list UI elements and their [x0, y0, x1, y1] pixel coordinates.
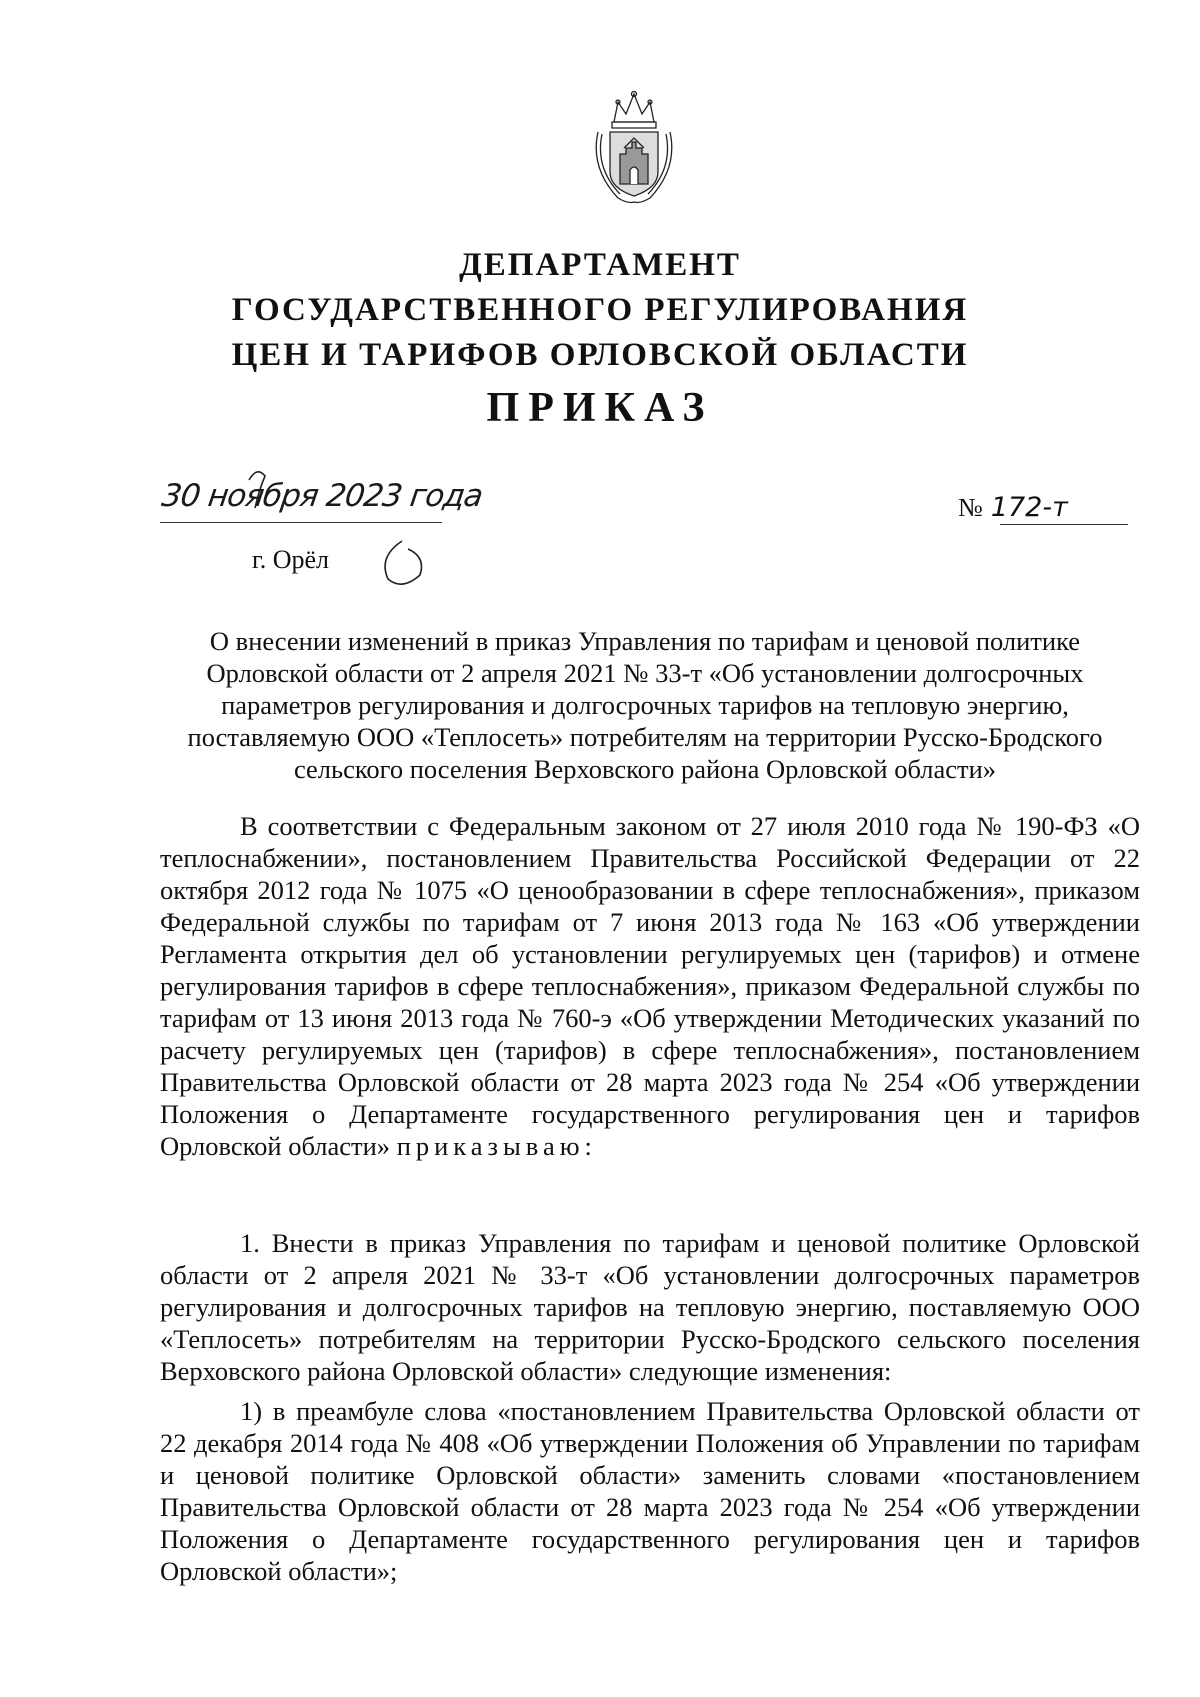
date-underline: [160, 522, 442, 523]
item-1-subitem-1-paragraph: 1) в преамбуле слова «постановлением Правительства Орловской области от 22 декабря 2014 года № 408 «Об утверждении Положения об Управлении по тарифам и ценовой политике Орловской области» заменить словами «постановлением Правительства Орловской области от 28 марта 2023 года № 254 «Об утверждении Положения о Департаменте государственного регулирования цен и тарифов Орловской области»;: [160, 1396, 1140, 1586]
order-date: 30 ноября 2023 года: [159, 478, 485, 514]
number-label: №: [958, 493, 983, 522]
department-line: ЦЕН И ТАРИФОВ ОРЛОВСКОЙ ОБЛАСТИ: [231, 337, 969, 373]
document-subject: О внесении изменений в приказ Управления по тарифам и ценовой политике Орловской области от 2 апреля 2021 № 33-т «Об установлении долгосрочных параметров регулирования и долгосрочных тарифов на тепловую энергию, поставляемую ООО «Теплосеть» потребителям на территории Русско-Бродского сельского поселения Верховского района Орловской области»: [187, 626, 1103, 784]
item-1-paragraph: 1. Внести в приказ Управления по тарифам и ценовой политике Орловской области от 2 апреля 2021 № 33-т «Об установлении долгосрочных параметров регулирования и долгосрочных тарифов на тепловую энергию, поставляемую ООО «Теплосеть» потребителям на территории Русско-Бродского сельского поселения Верховского района Орловской области» следующие изменения:: [160, 1228, 1140, 1386]
oryol-region-coat-of-arms-icon: [588, 88, 680, 206]
department-line: ГОСУДАРСТВЕННОГО РЕГУЛИРОВАНИЯ: [231, 292, 969, 328]
document-type-title: ПРИКАЗ: [486, 385, 714, 431]
department-name: [0, 243, 1200, 378]
department-line: ДЕПАРТАМЕНТ: [459, 247, 741, 283]
number-underline: [1000, 524, 1128, 525]
handwritten-stroke: [372, 537, 432, 589]
preamble-text: В соответствии с Федеральным законом от 27 июля 2010 года № 190-ФЗ «О теплоснабжении», постановлением Правительства Российской Федерации от 22 октября 2012 года № 1075 «О ценообразовании в сфере теплоснабжения», приказом Федеральной службы по тарифам от 7 июня 2013 года № 163 «Об утверждении Регламента открытия дел об установлении регулируемых цен (тарифов) и отмене регулирования тарифов в сфере теплоснабжения», приказом Федеральной службы по тарифам от 13 июня 2013 года № 760-э «Об утверждении Методических указаний по расчету регулируемых цен (тарифов) в сфере теплоснабжения», постановлением Правительства Орловской области от 28 марта 2023 года № 254 «Об утверждении Положения о Департаменте государственного регулирования цен и тарифов Орловской области»: [160, 811, 1140, 1161]
number-value: 172-т: [990, 492, 1068, 523]
city: г. Орёл: [252, 545, 330, 574]
order-number: [958, 492, 1068, 523]
order-word: приказываю:: [396, 1131, 597, 1161]
preamble-paragraph: [160, 810, 1140, 1162]
